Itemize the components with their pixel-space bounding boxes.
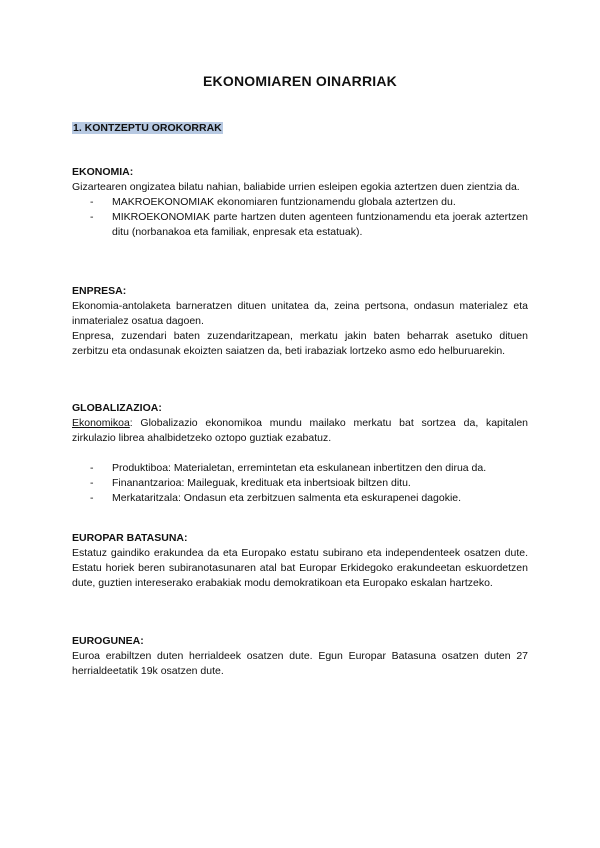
list-item: - Produktiboa: Materialetan, erremintetan eta eskulanean inbertitzen den dirua da. <box>90 461 528 476</box>
section-eurogunea <box>72 634 528 679</box>
europar-batasuna-heading: EUROPAR BATASUNA: <box>72 532 188 544</box>
globalizazioa-definition: Ekonomikoa: Globalizazio ekonomikoa mundu mailako merkatu bat sortzea da, kapitalen zirkulazio librea ahalbidetzeko oztopo guztiak ezabatuz. <box>72 417 528 444</box>
list-item: - MAKROEKONOMIAK ekonomiaren funtzionamendu globala aztertzen du. <box>90 195 528 210</box>
list-item: - Finanantzarioa: Maileguak, kredituak eta inbertsioak biltzen ditu. <box>90 476 528 491</box>
ekonomia-heading: EKONOMIA: <box>72 166 134 178</box>
section-europar-batasuna <box>72 531 528 591</box>
eurogunea-heading: EUROGUNEA: <box>72 635 144 647</box>
section-globalizazioa <box>72 401 528 506</box>
ekonomia-definition: Gizartearen ongizatea bilatu nahian, baliabide urrien esleipen egokia aztertzen duen zientzia da. <box>72 181 520 193</box>
page-title: EKONOMIAREN OINARRIAK <box>203 73 397 89</box>
list-item: - MIKROEKONOMIAK parte hartzen duten agenteen funtzionamendu eta joerak aztertzen ditu (norbanakoa eta familiak, enpresak eta estatuak). <box>90 210 528 240</box>
enpresa-heading: ENPRESA: <box>72 285 127 297</box>
enpresa-paragraph-1: Ekonomia-antolaketa barneratzen dituen unitatea da, zeina pertsona, ondasun materialez eta inmaterialez osatua dagoen. <box>72 300 528 327</box>
globalizazioa-list <box>90 461 528 506</box>
list-item: - Merkataritzala: Ondasun eta zerbitzuen salmenta eta eskurapenei dagokie. <box>90 491 528 506</box>
europar-batasuna-paragraph: Estatuz gaindiko erakundea da eta Europako estatu subirano eta independenteek osatzen dute. Estatu horiek beren subiranotasunaren atal bat Europar Erkidegoko erakundeetan eskuordetzen dute, guztien intereserako erabakiak modu demokratikoan eta Europako eskalan hartzeko. <box>72 547 528 589</box>
section-enpresa <box>72 284 528 359</box>
globalizazioa-heading: GLOBALIZAZIOA: <box>72 402 162 414</box>
globalizazioa-term: Ekonomikoa <box>72 417 130 429</box>
eurogunea-paragraph: Euroa erabiltzen duten herrialdeek osatzen dute. Egun Europar Batasuna osatzen duten 27 herrialdeetatik 19k osatzen dute. <box>72 650 528 677</box>
ekonomia-list <box>90 195 528 240</box>
section-heading: 1. KONTZEPTU OROKORRAK <box>73 122 222 134</box>
enpresa-paragraph-2: Enpresa, zuzendari baten zuzendaritzapean, merkatu jakin baten beharrak asetuko dituen zerbitzu eta ondasunak ekoizten saiatzen da, beti irabaziak lortzeko asmo edo helburuarekin. <box>72 330 528 357</box>
section-ekonomia <box>72 165 528 240</box>
